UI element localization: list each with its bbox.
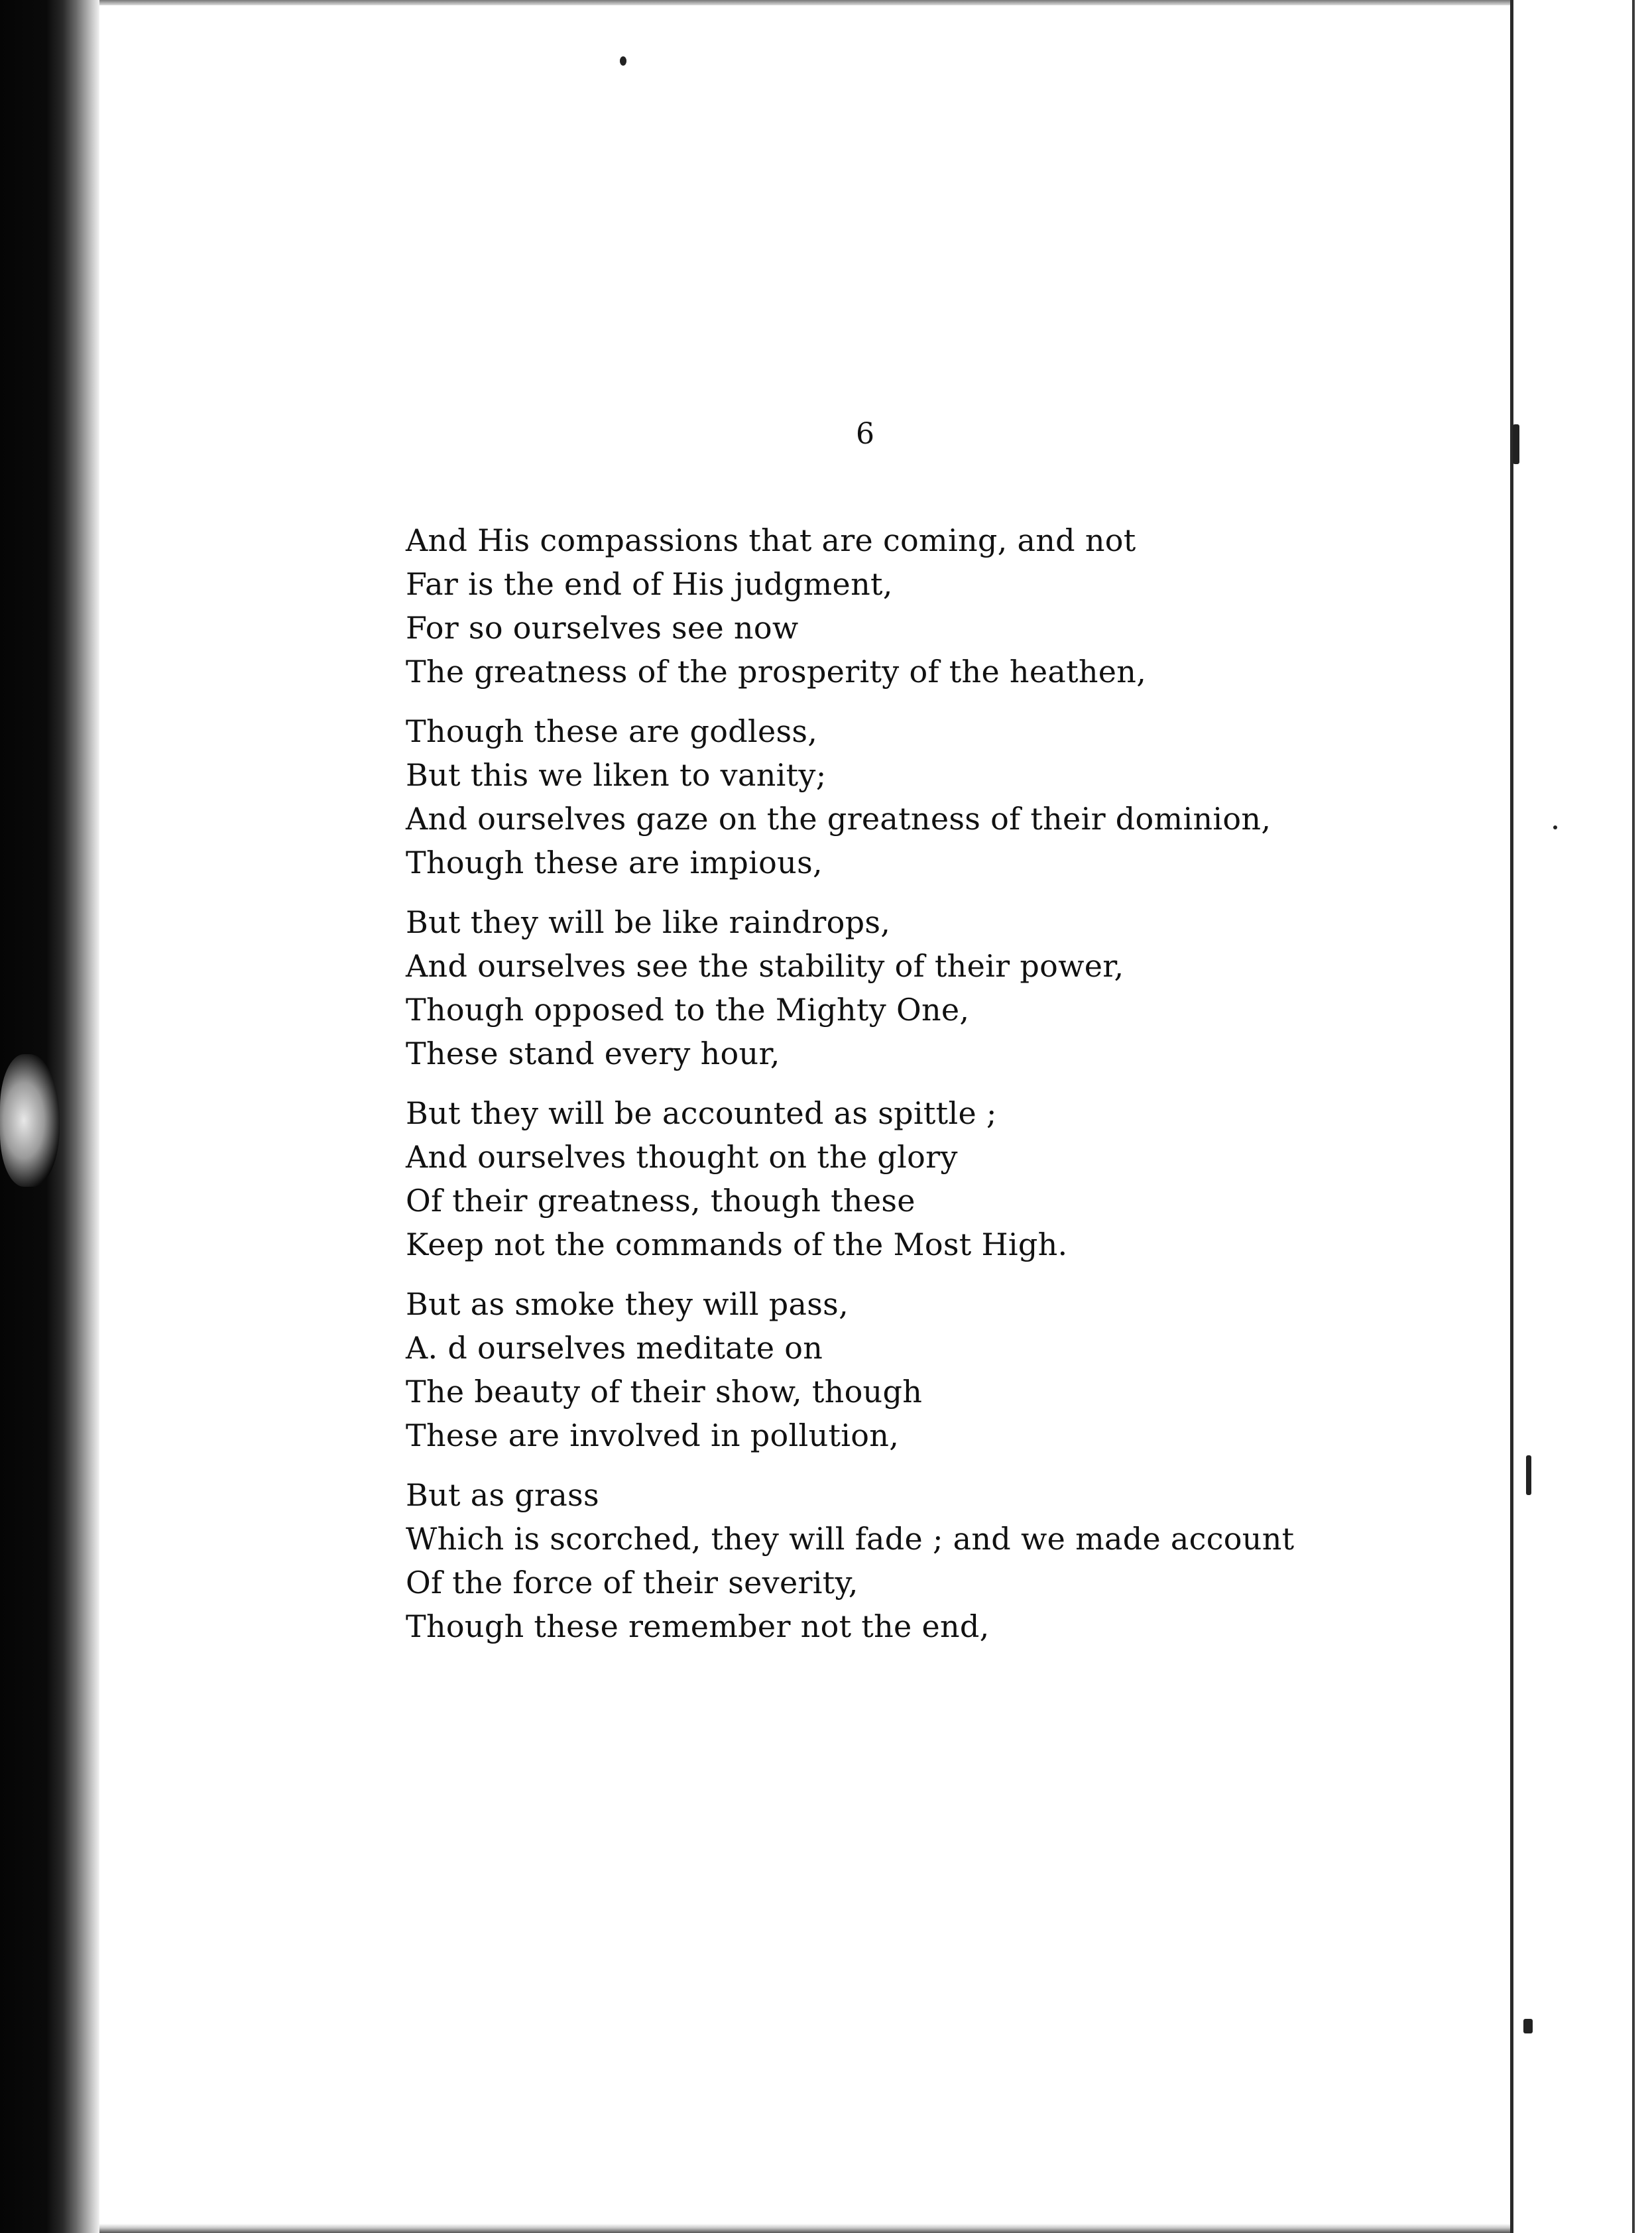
poem-line: But as smoke they will pass, <box>406 1286 849 1322</box>
binding-stain <box>0 1054 60 1187</box>
scan-speck <box>1526 1455 1531 1495</box>
scan-speck <box>1523 2019 1533 2033</box>
poem-line: Though these remember not the end, <box>406 1608 990 1644</box>
right-margin <box>1513 0 1652 2233</box>
poem-line: The beauty of their show, though <box>406 1374 923 1410</box>
poem-line: But as grass <box>406 1477 599 1513</box>
poem-line: Though opposed to the Mighty One, <box>406 992 970 1028</box>
poem-line: These stand every hour, <box>406 1036 780 1071</box>
adjacent-page-edge <box>1632 0 1635 2233</box>
scan-speck <box>1513 424 1519 464</box>
poem-line: Far is the end of His judgment, <box>406 566 893 602</box>
poem-line: Though these are impious, <box>406 845 823 880</box>
stanza-1 <box>406 518 1347 694</box>
top-page-edge <box>99 0 1511 5</box>
poem-line: But this we liken to vanity; <box>406 757 827 793</box>
poem-line: Of their greatness, though these <box>406 1183 915 1219</box>
poem-line: These are involved in pollution, <box>406 1418 900 1453</box>
poem-line: But they will be accounted as spittle ; <box>406 1095 997 1131</box>
page-number: 6 <box>856 417 874 451</box>
poem-line: And His compassions that are coming, and not <box>406 522 1136 558</box>
poem-line: Which is scorched, they will fade ; and we made account <box>406 1521 1295 1557</box>
stanza-4 <box>406 1091 1347 1266</box>
poem-text <box>406 518 1347 1664</box>
poem-line: But they will be like raindrops, <box>406 904 891 940</box>
stanza-3 <box>406 900 1347 1075</box>
stanza-2 <box>406 709 1347 884</box>
scan-speck <box>1553 825 1557 829</box>
poem-line: The greatness of the prosperity of the heathen, <box>406 654 1147 690</box>
poem-line: Of the force of their severity, <box>406 1565 858 1600</box>
poem-line: A. d ourselves meditate on <box>406 1330 823 1366</box>
poem-line: And ourselves thought on the glory <box>406 1139 958 1175</box>
poem-line: Though these are godless, <box>406 713 818 749</box>
stanza-5 <box>406 1282 1347 1457</box>
poem-line: Keep not the commands of the Most High. <box>406 1227 1068 1262</box>
scan-speck <box>620 56 626 66</box>
poem-line: And ourselves gaze on the greatness of their dominion, <box>406 801 1271 837</box>
stanza-6 <box>406 1473 1347 1648</box>
poem-line: For so ourselves see now <box>406 610 799 646</box>
bottom-page-edge <box>99 2224 1511 2233</box>
poem-line: And ourselves see the stability of their power, <box>406 948 1124 984</box>
